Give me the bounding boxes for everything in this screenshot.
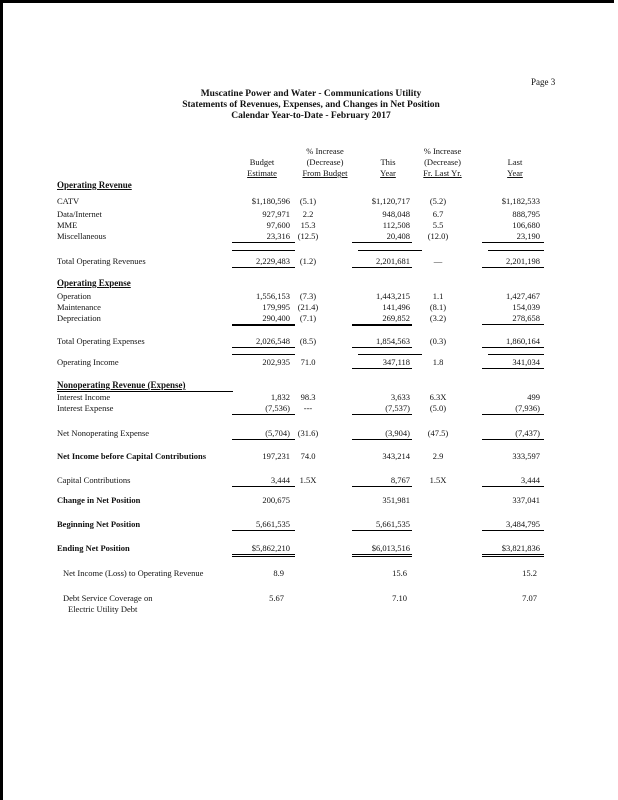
this-year-value: 3,633 xyxy=(390,392,410,402)
this-year-value: 269,852 xyxy=(382,313,410,323)
pct-budget-value: 15.3 xyxy=(300,220,316,230)
row-label: Total Operating Expenses xyxy=(57,336,145,346)
pct-budget-value: (1.2) xyxy=(299,256,317,266)
col-header-text: Budget xyxy=(249,157,275,167)
row-label: Depreciation xyxy=(57,313,101,323)
pct-budget-value: (5.1) xyxy=(299,196,317,206)
this-year-value: 2,201,681 xyxy=(376,256,410,266)
col-header-text: (Decrease) xyxy=(306,157,344,167)
table-row xyxy=(0,542,618,554)
rule xyxy=(232,530,295,531)
budget-value: (5,704) xyxy=(265,428,290,438)
row-label: Beginning Net Position xyxy=(57,519,141,529)
this-year-value: $6,013,516 xyxy=(371,543,410,553)
this-year-value: 141,496 xyxy=(382,302,410,312)
pct-budget-value: 74.0 xyxy=(300,451,316,461)
rule xyxy=(482,368,544,369)
last-year-value: 278,658 xyxy=(512,313,540,323)
last-year-value: $3,821,836 xyxy=(501,543,540,553)
pct-budget-value: (8.5) xyxy=(299,336,317,346)
this-year-value: 112,508 xyxy=(382,220,410,230)
last-year-value: $1,182,533 xyxy=(501,196,540,206)
pct-budget-value: (21.4) xyxy=(297,302,319,312)
budget-value: 97,600 xyxy=(266,220,290,230)
pct-budget-value: 71.0 xyxy=(300,357,316,367)
row-label: Net Nonoperating Expense xyxy=(57,428,150,438)
table-row xyxy=(0,427,618,439)
scan-marks xyxy=(10,0,70,2)
row-label: Interest Expense xyxy=(57,403,114,413)
table-row xyxy=(0,474,618,486)
col-header-text: Last xyxy=(507,157,523,167)
pct-last-value: (12.0) xyxy=(427,231,449,241)
budget-value: $1,180,596 xyxy=(251,196,290,206)
budget-value: 8.9 xyxy=(273,568,284,578)
rule xyxy=(352,242,412,243)
pct-last-value: (47.5) xyxy=(427,428,449,438)
col-header-text: From Budget xyxy=(302,168,348,178)
col-header-text: Estimate xyxy=(247,168,277,178)
pct-budget-value: --- xyxy=(303,403,313,413)
this-year-value: 8,767 xyxy=(390,475,410,485)
col-header-pct-last xyxy=(405,146,480,179)
pct-budget-value: 98.3 xyxy=(300,392,316,402)
last-year-value: 2,201,198 xyxy=(506,256,540,266)
last-year-value: 7.07 xyxy=(522,593,537,603)
rule xyxy=(232,242,295,243)
rule xyxy=(482,242,544,243)
table-row xyxy=(0,494,618,506)
rule xyxy=(358,354,422,355)
this-year-value: 948,048 xyxy=(382,209,410,219)
col-header-pct-budget xyxy=(290,146,360,179)
row-label: Data/Internet xyxy=(57,209,102,219)
rule xyxy=(482,486,544,487)
row-label: Total Operating Revenues xyxy=(57,256,146,266)
pct-last-value: 1.8 xyxy=(432,357,444,367)
budget-value: 202,935 xyxy=(262,357,290,367)
this-year-value: $1,120,717 xyxy=(371,196,410,206)
rule xyxy=(482,324,544,325)
rule xyxy=(232,347,295,348)
last-year-value: 154,039 xyxy=(512,302,540,312)
table-row xyxy=(0,450,618,462)
pct-last-value: 2.9 xyxy=(432,451,444,461)
pct-last-value: 6.7 xyxy=(432,209,444,219)
last-year-value: 1,860,164 xyxy=(506,336,540,346)
last-year-value: (7,437) xyxy=(515,428,540,438)
rule xyxy=(232,267,295,268)
table-row xyxy=(0,518,618,530)
rule xyxy=(482,414,544,415)
rule xyxy=(482,267,544,268)
last-year-value: 23,190 xyxy=(516,231,540,241)
pct-last-value: — xyxy=(433,256,443,266)
row-label: Interest Income xyxy=(57,392,111,402)
rule xyxy=(352,439,412,440)
pct-budget-value: (12.5) xyxy=(297,231,319,241)
rule xyxy=(488,250,544,251)
pct-last-value: 1.1 xyxy=(432,291,444,301)
rule xyxy=(352,368,412,369)
rule xyxy=(232,324,295,326)
pct-last-value: (0.3) xyxy=(429,336,447,346)
rule xyxy=(352,347,412,348)
row-label: CATV xyxy=(57,196,80,206)
pct-budget-value: (31.6) xyxy=(297,428,319,438)
title-line-2: Statements of Revenues, Expenses, and Changes in Net Position xyxy=(182,100,440,110)
table-row xyxy=(0,402,618,414)
budget-value: 23,316 xyxy=(266,231,290,241)
rule xyxy=(352,530,412,531)
last-year-value: 15.2 xyxy=(522,568,537,578)
table-row xyxy=(0,312,618,324)
budget-value: 1,556,153 xyxy=(256,291,290,301)
row-label: Operating Income xyxy=(57,357,119,367)
section-operating-expense: Operating Expense xyxy=(57,278,131,288)
col-header-this-year xyxy=(368,157,408,179)
row-label: Debt Service Coverage on xyxy=(63,593,153,603)
this-year-value: 20,408 xyxy=(386,231,410,241)
document-title xyxy=(0,89,618,122)
row-label: Ending Net Position xyxy=(57,543,130,553)
col-header-last-year xyxy=(490,157,540,179)
this-year-value: 7.10 xyxy=(392,593,407,603)
pct-last-value: (5.2) xyxy=(429,196,447,206)
last-year-value: 106,680 xyxy=(512,220,540,230)
budget-value: 5,661,535 xyxy=(256,519,290,529)
budget-value: 200,675 xyxy=(262,495,290,505)
this-year-value: (3,904) xyxy=(385,428,410,438)
row-label: Net Income before Capital Contributions xyxy=(57,451,207,461)
budget-value: 3,444 xyxy=(270,475,290,485)
table-row xyxy=(0,335,618,347)
budget-value: 2,229,483 xyxy=(256,256,290,266)
row-label: Electric Utility Debt xyxy=(68,604,138,614)
budget-value: 197,231 xyxy=(262,451,290,461)
row-label: MME xyxy=(57,220,78,230)
title-line-3: Calendar Year-to-Date - February 2017 xyxy=(231,111,391,121)
pct-last-value: (8.1) xyxy=(429,302,447,312)
pct-last-value: (3.2) xyxy=(429,313,447,323)
row-label: Change in Net Position xyxy=(57,495,141,505)
row-label: Miscellaneous xyxy=(57,231,107,241)
row-label: Net Income (Loss) to Operating Revenue xyxy=(63,568,204,578)
rule xyxy=(352,324,412,326)
budget-value: 290,400 xyxy=(262,313,290,323)
table-row xyxy=(0,567,618,579)
this-year-value: 343,214 xyxy=(382,451,410,461)
table-row xyxy=(0,195,618,207)
rule xyxy=(352,267,412,268)
this-year-value: 351,981 xyxy=(382,495,410,505)
budget-value: 2,026,548 xyxy=(256,336,290,346)
col-header-text: (Decrease) xyxy=(424,157,461,167)
section-operating-revenue: Operating Revenue xyxy=(57,180,132,190)
this-year-value: 347,118 xyxy=(382,357,410,367)
row-label: Maintenance xyxy=(57,302,101,312)
rule xyxy=(488,354,544,355)
double-rule xyxy=(232,554,295,557)
scan-border-top xyxy=(0,0,614,3)
budget-value: 1,832 xyxy=(270,392,290,402)
table-row xyxy=(0,255,618,267)
rule xyxy=(482,347,544,348)
budget-value: $5,862,210 xyxy=(251,543,290,553)
title-line-1: Muscatine Power and Water - Communications Utility xyxy=(200,89,422,99)
last-year-value: 341,034 xyxy=(512,357,540,367)
rule xyxy=(232,439,295,440)
budget-value: 5.67 xyxy=(269,593,284,603)
last-year-value: (7,936) xyxy=(515,403,540,413)
rule xyxy=(482,439,544,440)
page-number: Page 3 xyxy=(531,77,556,87)
pct-last-value: 1.5X xyxy=(429,475,447,485)
this-year-value: 15.6 xyxy=(392,568,407,578)
pct-budget-value: 2.2 xyxy=(302,209,314,219)
section-nonoperating: Nonoperating Revenue (Expense) xyxy=(57,380,186,390)
last-year-value: 1,427,467 xyxy=(506,291,540,301)
pct-budget-value: (7.3) xyxy=(299,291,317,301)
col-header-text: Year xyxy=(507,168,523,178)
rule xyxy=(232,486,295,487)
pct-last-value: (5.0) xyxy=(429,403,447,413)
col-header-text: Year xyxy=(380,168,396,178)
this-year-value: 1,854,563 xyxy=(376,336,410,346)
budget-value: 927,971 xyxy=(262,209,290,219)
pct-last-value: 5.5 xyxy=(432,220,444,230)
last-year-value: 333,597 xyxy=(512,451,540,461)
col-header-text: % Increase xyxy=(306,146,344,156)
double-rule xyxy=(482,554,544,557)
last-year-value: 337,041 xyxy=(512,495,540,505)
table-row xyxy=(0,230,618,242)
rule xyxy=(482,530,544,531)
pct-last-value: 6.3X xyxy=(429,392,447,402)
rule xyxy=(358,250,422,251)
rule xyxy=(232,354,295,355)
pct-budget-value: 1.5X xyxy=(299,475,317,485)
rule xyxy=(352,414,412,415)
rule xyxy=(232,414,295,415)
double-rule xyxy=(352,554,412,557)
col-header-text: This xyxy=(380,157,396,167)
rule xyxy=(352,486,412,487)
this-year-value: 1,443,215 xyxy=(376,291,410,301)
table-row xyxy=(0,356,618,368)
budget-value: 179,995 xyxy=(262,302,290,312)
pct-budget-value: (7.1) xyxy=(299,313,317,323)
col-header-budget xyxy=(232,157,292,179)
this-year-value: 5,661,535 xyxy=(376,519,410,529)
col-header-text: Fr. Last Yr. xyxy=(423,168,462,178)
last-year-value: 888,795 xyxy=(512,209,540,219)
col-header-text: % Increase xyxy=(423,146,462,156)
table-row-continuation xyxy=(0,603,618,615)
budget-value: (7,536) xyxy=(265,403,290,413)
last-year-value: 3,444 xyxy=(520,475,540,485)
this-year-value: (7,537) xyxy=(385,403,410,413)
last-year-value: 3,484,795 xyxy=(506,519,540,529)
row-label: Operation xyxy=(57,291,91,301)
last-year-value: 499 xyxy=(527,392,540,402)
row-label: Capital Contributions xyxy=(57,475,131,485)
rule xyxy=(232,250,295,251)
